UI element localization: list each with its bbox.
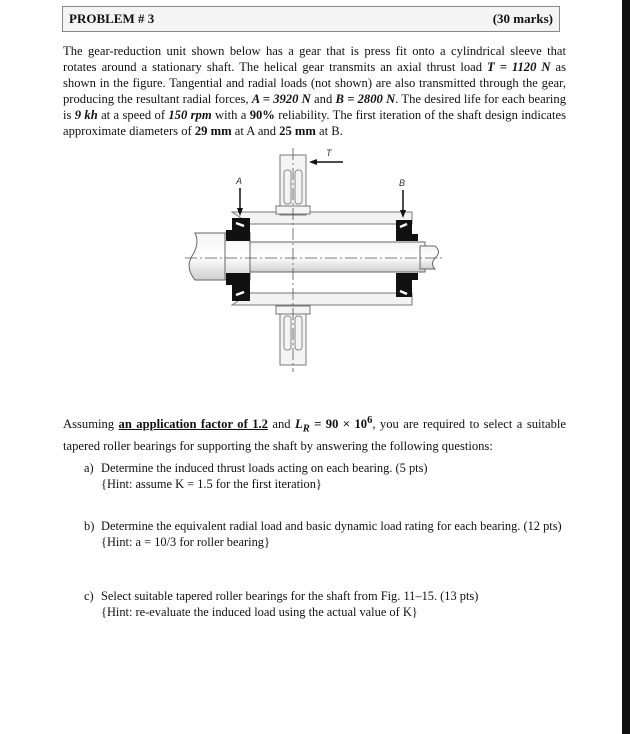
question-b xyxy=(84,518,562,550)
question-text: Select suitable tapered roller bearings for the shaft from Fig. 11–15. (13 pts) xyxy=(101,589,479,603)
shaft-right xyxy=(420,246,439,269)
page-edge xyxy=(622,0,630,734)
question-label: b) xyxy=(84,519,95,533)
problem-header xyxy=(62,6,560,32)
text: and xyxy=(267,417,296,432)
sleeve-bottom xyxy=(232,293,412,305)
diameter-a: 29 mm xyxy=(194,124,232,138)
force-a: A = 3920 N xyxy=(251,92,311,106)
question-hint: {Hint: a = 10/3 for roller bearing} xyxy=(101,535,270,549)
diameter-b: 25 mm xyxy=(279,124,316,138)
rated-life-subscript: R xyxy=(302,423,310,435)
bearing-a-top xyxy=(226,218,250,241)
text: with a xyxy=(211,108,250,122)
life: 9 kh xyxy=(74,108,98,122)
label-b: B xyxy=(399,178,406,188)
speed: 150 rpm xyxy=(168,108,212,122)
sleeve-top xyxy=(232,212,412,224)
question-label: a) xyxy=(84,461,94,475)
problem-marks: (30 marks) xyxy=(492,11,553,26)
text: reliability. The first iteration of the shaft design indicates approximate diameters of xyxy=(63,108,566,138)
thrust-load: T = 1120 N xyxy=(487,60,551,74)
text: at A and xyxy=(231,124,280,138)
rated-life-exponent: 6 xyxy=(367,415,373,426)
text: The gear-reduction unit shown below has a gear that is press fit onto a cylindrical sleeve that rotates around a stationary shaft. The helical gear transmits an axial thrust load xyxy=(63,44,566,74)
text: Assuming xyxy=(63,417,119,432)
problem-statement xyxy=(63,43,566,139)
gear-reduction-figure xyxy=(180,140,460,380)
rated-life-symbol: L xyxy=(295,417,303,432)
label-t: T xyxy=(326,148,332,158)
question-c xyxy=(84,588,478,620)
assumption-text xyxy=(63,413,566,454)
text: as shown in the figure. Tangential and radial loads (not shown) are also transmitted through the gear, producing the resultant radial forces, xyxy=(63,60,566,106)
text: . The desired life for each bearing is xyxy=(63,92,567,122)
shaft-left xyxy=(189,233,230,280)
question-hint: {Hint: re-evaluate the induced load using the actual value of K} xyxy=(101,605,418,619)
reliability: 90% xyxy=(249,108,275,122)
text: at B. xyxy=(315,124,343,138)
question-text: Determine the induced thrust loads acting on each bearing. (5 pts) xyxy=(101,461,428,475)
text: and xyxy=(310,92,336,106)
text: at a speed of xyxy=(97,108,169,122)
bearing-b-top xyxy=(396,220,418,241)
bearing-a-bottom xyxy=(226,273,250,301)
application-factor: an application factor of 1.2 xyxy=(118,417,268,432)
label-a: A xyxy=(236,176,243,186)
question-a xyxy=(84,460,428,492)
question-text: Determine the equivalent radial load and basic dynamic load rating for each bearing. (12 pts) xyxy=(101,519,562,533)
rated-life-value: = 90 × 10 xyxy=(309,417,368,432)
problem-title: PROBLEM # 3 xyxy=(69,11,155,26)
question-label: c) xyxy=(84,589,94,603)
question-hint: {Hint: assume K = 1.5 for the first iteration} xyxy=(101,477,322,491)
text: , you are required to select a suitable tapered roller bearings for supporting the shaft by answering the following questions: xyxy=(63,417,566,453)
force-b: B = 2800 N xyxy=(335,92,396,106)
shaft xyxy=(225,242,425,272)
